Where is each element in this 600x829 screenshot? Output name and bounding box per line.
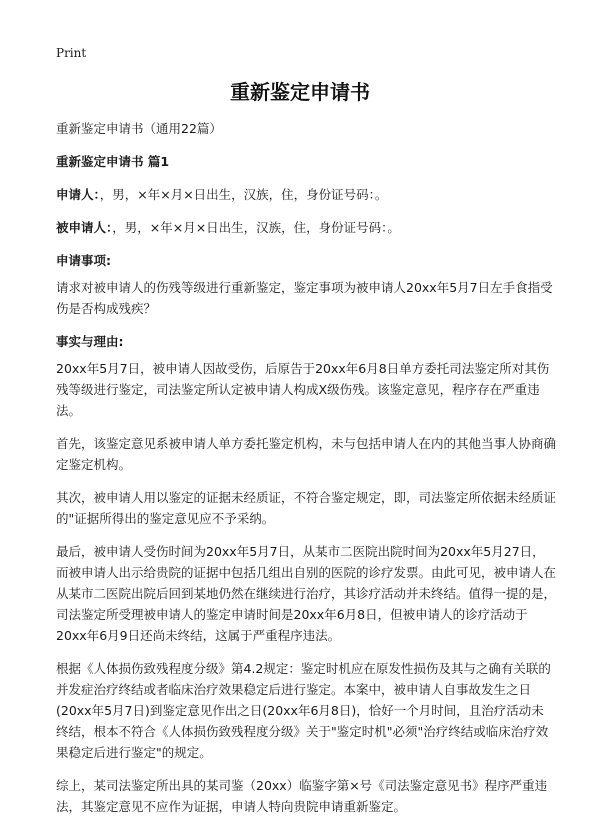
fact-paragraph: 综上，某司法鉴定所出具的某司鉴（20xx）临鉴字第×号《司法鉴定意见书》程序严重违法，其鉴定意见不应作为证据，申请人特向贵院申请重新鉴定。	[56, 778, 548, 814]
fact-paragraph: 20xx年5月7日，被申请人因故受伤，后原告于20xx年6月8日单方委托司法鉴定所对其伤残等级进行鉴定，司法鉴定所认定被申请人构成X级伤残。该鉴定意见，程序存在严重违法。	[56, 361, 550, 418]
applicant-label: 申请人：	[56, 187, 100, 202]
applicant-line	[56, 184, 556, 205]
section-heading: 重新鉴定申请书 篇1	[56, 154, 170, 169]
request-heading: 申请事项:	[56, 253, 111, 268]
fact-paragraph: 根据《人体损伤致残程度分级》第4.2规定：鉴定时机应在原发性损伤及其与之确有关联的并发症治疗终结或者临床治疗效果稳定后进行鉴定。本案中，被申请人自事故发生之日(20xx年5月7日)到鉴定意见作出之日(20xx年6月8日)，恰好一个月时间，且治疗活动未终结，根本不符合《人体损伤致残程度分级》关于"鉴定时机"必须"治疗终结或临床治疗效果稳定后进行鉴定"的规定。	[56, 661, 551, 760]
applicant-text: ，男，×年×月×日出生，汉族，住，身份证号码：。	[99, 187, 388, 202]
respondent-text: ，男，×年×月×日出生，汉族，住，身份证号码：。	[112, 220, 400, 235]
page-title: 重新鉴定申请书	[230, 80, 370, 104]
respondent-label: 被申请人：	[56, 220, 113, 235]
fact-paragraph: 其次，被申请人用以鉴定的证据未经质证，不符合鉴定规定，即，司法鉴定所依据未经质证的"证据所得出的鉴定意见应不予采纳。	[56, 490, 557, 526]
respondent-line	[56, 217, 556, 238]
request-text: 请求对被申请人的伤残等级进行重新鉴定，鉴定事项为被申请人20xx年5月7日左手食指受伤是否构成残疾？	[56, 280, 553, 316]
facts-heading: 事实与理由:	[56, 334, 124, 349]
document-body	[56, 118, 556, 829]
fact-paragraph: 首先，该鉴定意见系被申请人单方委托鉴定机构，未与包括申请人在内的其他当事人协商确定鉴定机构。	[56, 436, 557, 472]
fact-paragraph: 最后，被申请人受伤时间为20xx年5月7日，从某市二医院出院时间为20xx年5月27日，而被申请人出示给贵院的证据中包括几组出自别的医院的诊疗发票。由此可见，被申请人在从某市二医院出院后回到某地仍然在继续进行治疗，其诊疗活动并未终结。值得一提的是，司法鉴定所受理被申请人的鉴定申请时间是20xx年6月8日，但被申请人的诊疗活动于 20xx年6月9日还尚未终结，这属于严重程序违法。	[56, 544, 557, 643]
document-subtitle: 重新鉴定申请书（通用22篇）	[56, 121, 222, 136]
print-link[interactable]: Print	[56, 46, 87, 60]
